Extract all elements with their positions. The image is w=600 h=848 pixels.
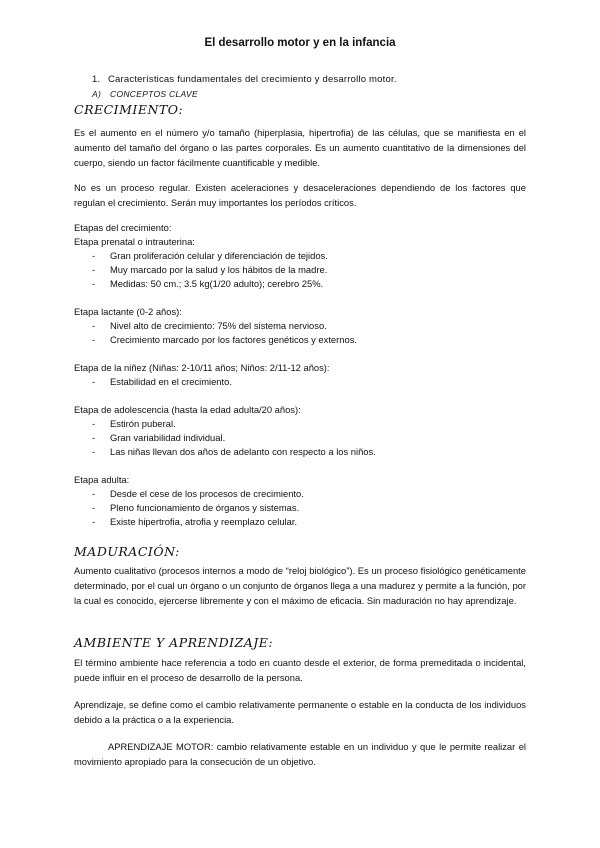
list-item: - Medidas: 50 cm.; 3.5 kg(1/20 adulto); cerebro 25%. bbox=[92, 278, 324, 289]
stage-label: Etapa adulta: bbox=[74, 474, 130, 485]
etapas-title: Etapas del crecimiento: bbox=[74, 222, 172, 233]
list-item: - Estirón puberal. bbox=[92, 418, 176, 429]
stage-label: Etapa de adolescencia (hasta la edad adulta/20 años): bbox=[74, 404, 301, 415]
ambiente-paragraph-2: Aprendizaje, se define como el cambio relativamente permanente o estable en la conducta de los individuos debido a la práctica o a la experiencia. bbox=[74, 699, 526, 725]
ambiente-heading: AMBIENTE Y APRENDIZAJE: bbox=[74, 635, 274, 650]
list-item: - Desde el cese de los procesos de crecimiento. bbox=[92, 488, 304, 499]
maduracion-paragraph: Aumento cualitativo (procesos internos a modo de “reloj biológico”). Es un proceso fisiológico genéticamente determinado, por el cual un órgano o un conjunto de órganos llega a una madurez y permite a la función, por la cual es conocido, ejercerse libremente y con el máximo de eficacia. Sin maduración no hay aprendizaje. bbox=[74, 565, 526, 606]
section-number: 1. bbox=[92, 74, 101, 85]
list-item: - Gran proliferación celular y diferenciación de tejidos. bbox=[92, 250, 328, 261]
crecimiento-heading: CRECIMIENTO: bbox=[74, 102, 184, 117]
list-item: - Las niñas llevan dos años de adelanto con respecto a los niños. bbox=[92, 446, 376, 457]
ambiente-paragraph-1: El término ambiente hace referencia a todo en cuanto desde el exterior, de forma premeditada o incidental, puede influir en el proceso de desarrollo de la persona. bbox=[74, 657, 526, 683]
crecimiento-paragraph-2: No es un proceso regular. Existen aceleraciones y desaceleraciones dependiendo de los factores que regulan el crecimiento. Serán muy importantes los períodos críticos. bbox=[74, 182, 526, 208]
list-item: - Gran variabilidad individual. bbox=[92, 432, 226, 443]
subsection-a-heading bbox=[92, 89, 198, 99]
list-item: - Pleno funcionamiento de órganos y sistemas. bbox=[92, 502, 300, 513]
list-item: - Muy marcado por la salud y los hábitos de la madre. bbox=[92, 264, 328, 275]
aprendizaje-motor-paragraph: APRENDIZAJE MOTOR: cambio relativamente estable en un individuo y que le permite realizar el movimiento apropiado para la consecución de un objetivo. bbox=[74, 741, 526, 767]
list-item: - Nivel alto de crecimiento: 75% del sistema nervioso. bbox=[92, 320, 327, 331]
crecimiento-paragraph-1: Es el aumento en el número y/o tamaño (hiperplasia, hipertrofia) de las células, que se manifiesta en el aumento del tamaño del órgano o las partes corporales. Es un aumento cuantitativo de la dimensiones del cuerpo, siendo un factor fácilmente cuantificable y medible. bbox=[74, 127, 526, 168]
subsection-text: CONCEPTOS CLAVE bbox=[110, 89, 198, 99]
maduracion-heading: MADURACIÓN: bbox=[74, 544, 180, 559]
stage-label: Etapa lactante (0-2 años): bbox=[74, 306, 182, 317]
stage-label: Etapa de la niñez (Niñas: 2-10/11 años; Niños: 2/11-12 años): bbox=[74, 362, 330, 373]
list-item: - Crecimiento marcado por los factores genéticos y externos. bbox=[92, 334, 357, 345]
section-text: Características fundamentales del crecimiento y desarrollo motor. bbox=[108, 74, 397, 85]
list-item: - Existe hipertrofia, atrofia y reemplazo celular. bbox=[92, 516, 298, 527]
stage-label: Etapa prenatal o intrauterina: bbox=[74, 236, 195, 247]
subsection-letter: A) bbox=[92, 89, 102, 99]
document-title: El desarrollo motor y en la infancia bbox=[204, 37, 396, 49]
section-1-heading bbox=[92, 74, 397, 85]
list-item: - Estabilidad en el crecimiento. bbox=[92, 376, 232, 387]
